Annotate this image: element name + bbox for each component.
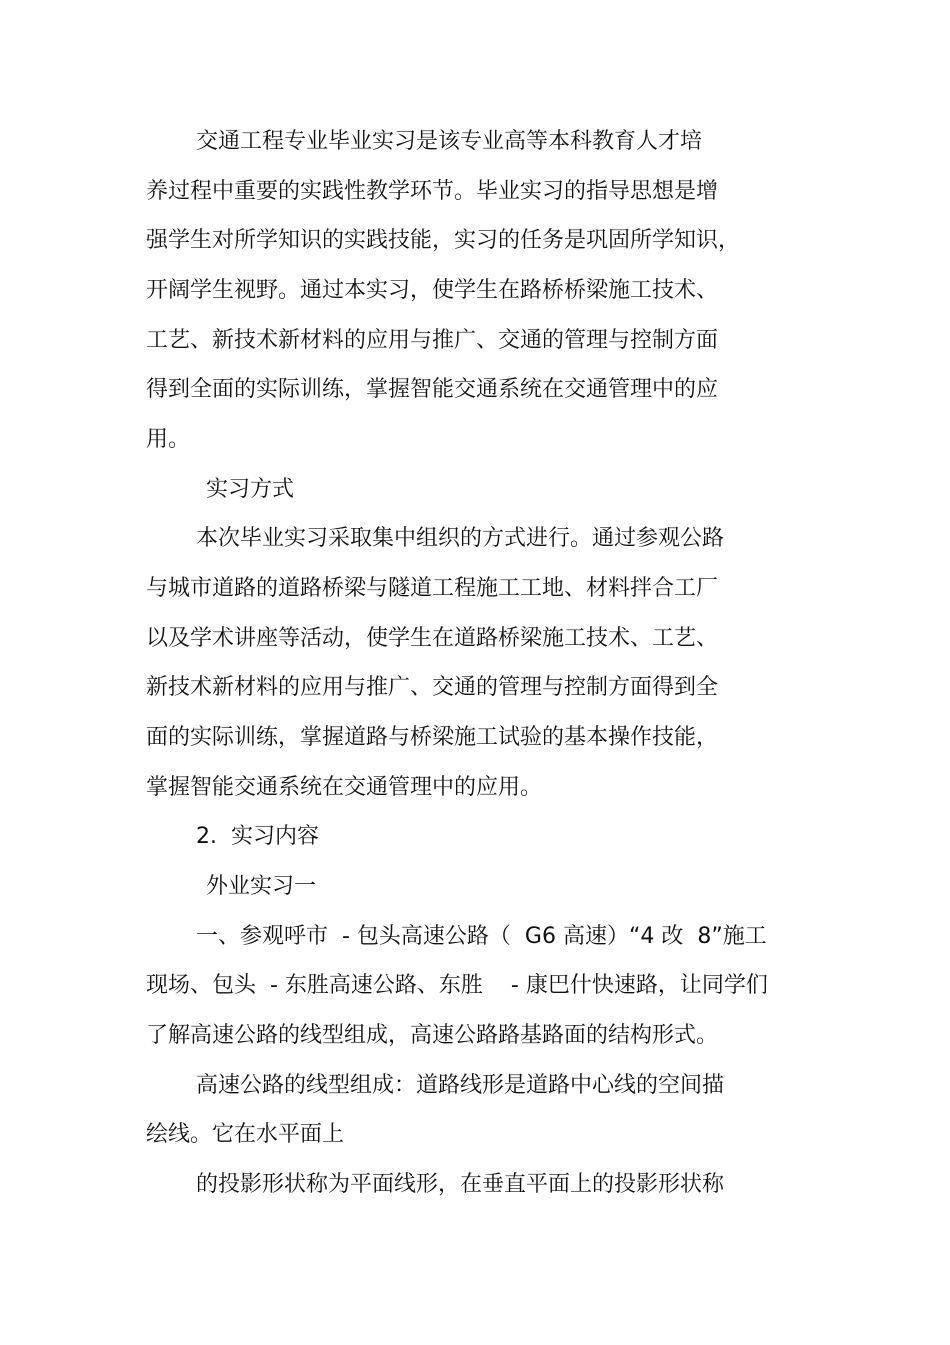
- text-line-19: 了解高速公路的线型组成，高速公路路基路面的结构形式。: [146, 1023, 719, 1048]
- text-line-1: 交通工程专业毕业实习是该专业高等本科教育人才培: [196, 129, 703, 154]
- subsection-heading: 外业实习一: [206, 874, 317, 899]
- text-line-18: 现场、包头 - 东胜高速公路、东胜 - 康巴什快速路，让同学们: [146, 973, 768, 998]
- text-line-11: 以及学术讲座等活动，使学生在道路桥梁施工技术、工艺、: [146, 626, 719, 651]
- text-line-4: 开阔学生视野。通过本实习，使学生在路桥桥梁施工技术、: [146, 278, 719, 303]
- text-line-22: 的投影形状称为平面线形，在垂直平面上的投影形状称: [196, 1172, 725, 1197]
- section-heading-numbered: 2. 实习内容: [196, 824, 319, 849]
- text-line-13: 面的实际训练，掌握道路与桥梁施工试验的基本操作技能，: [146, 725, 719, 750]
- text-line-5: 工艺、新技术新材料的应用与推广、交通的管理与控制方面: [146, 328, 719, 353]
- text-line-6: 得到全面的实际训练，掌握智能交通系统在交通管理中的应: [146, 377, 719, 402]
- text-line-2: 养过程中重要的实践性教学环节。毕业实习的指导思想是增: [146, 179, 719, 204]
- text-line-12: 新技术新材料的应用与推广、交通的管理与控制方面得到全: [146, 675, 719, 700]
- section-heading: 实习方式: [206, 477, 295, 502]
- text-line-9: 本次毕业实习采取集中组织的方式进行。通过参观公路: [196, 526, 725, 551]
- text-line-21: 绘线。它在水平面上: [146, 1122, 345, 1147]
- text-line-17: 一、参观呼市 - 包头高速公路（ G6 高速）“4 改 8”施工: [196, 924, 767, 949]
- text-line-20: 高速公路的线型组成：道路线形是道路中心线的空间描: [196, 1073, 725, 1098]
- text-line-10: 与城市道路的道路桥梁与隧道工程施工工地、材料拌合工厂: [146, 576, 719, 601]
- text-line-3: 强学生对所学知识的实践技能，实习的任务是巩固所学知识，: [146, 228, 741, 253]
- text-line-7: 用。: [146, 427, 191, 452]
- text-line-14: 掌握智能交通系统在交通管理中的应用。: [146, 775, 543, 800]
